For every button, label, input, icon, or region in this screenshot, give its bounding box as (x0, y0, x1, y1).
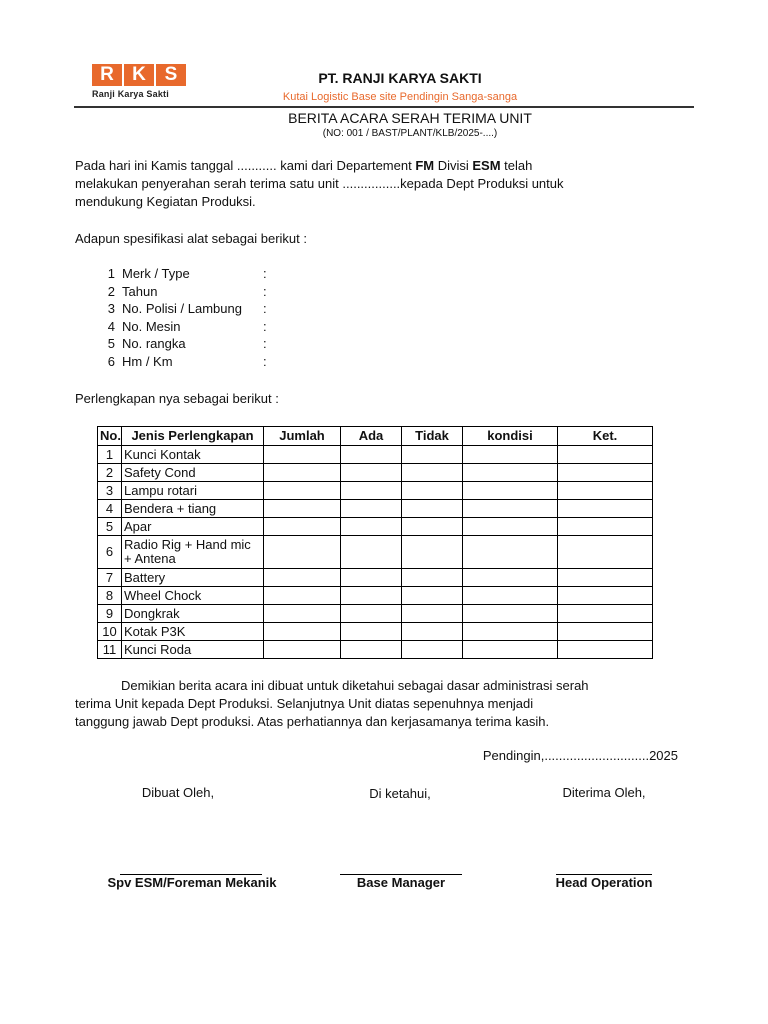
row-blank-cell[interactable] (264, 569, 341, 587)
row-item: Safety Cond (122, 464, 264, 482)
table-header-cell: Jenis Perlengkapan (122, 427, 264, 446)
table-header-row (98, 427, 653, 446)
row-blank-cell[interactable] (558, 605, 653, 623)
row-item: Kunci Roda (122, 641, 264, 659)
table-row (98, 500, 653, 518)
row-blank-cell[interactable] (463, 500, 558, 518)
document-title: BERITA ACARA SERAH TERIMA UNIT (288, 110, 532, 126)
intro-dept: FM (415, 158, 435, 173)
spec-list (95, 265, 267, 371)
row-blank-cell[interactable] (402, 464, 463, 482)
row-number: 1 (98, 446, 122, 464)
row-blank-cell[interactable] (264, 587, 341, 605)
spec-row (95, 265, 267, 283)
spec-row (95, 318, 267, 336)
spec-separator: : (263, 353, 267, 369)
spec-number: 5 (107, 336, 115, 352)
row-number: 2 (98, 464, 122, 482)
row-item: Dongkrak (122, 605, 264, 623)
row-blank-cell[interactable] (463, 536, 558, 569)
spec-number: 2 (107, 283, 115, 299)
spec-number: 1 (107, 266, 115, 281)
company-name: PT. RANJI KARYA SAKTI (318, 70, 482, 86)
row-blank-cell[interactable] (264, 641, 341, 659)
logo-letter: S (156, 64, 186, 86)
row-blank-cell[interactable] (463, 641, 558, 659)
row-item: Kotak P3K (122, 623, 264, 641)
table-header-cell: Ket. (558, 427, 653, 446)
row-blank-cell[interactable] (558, 536, 653, 569)
closing-line-2: terima Unit kepada Dept Produksi. Selanjutnya Unit diatas sepenuhnya menjadi (75, 695, 534, 711)
row-item: Wheel Chock (122, 587, 264, 605)
row-blank-cell[interactable] (402, 587, 463, 605)
row-number: 7 (98, 569, 122, 587)
row-item: Radio Rig + Hand mic + Antena (122, 536, 264, 569)
intro-division: ESM (472, 158, 501, 173)
intro-line-3: mendukung Kegiatan Produksi. (75, 194, 256, 209)
row-blank-cell[interactable] (264, 623, 341, 641)
row-item: Battery (122, 569, 264, 587)
row-blank-cell[interactable] (402, 482, 463, 500)
row-blank-cell[interactable] (341, 605, 402, 623)
spec-number: 4 (107, 318, 115, 334)
row-number: 9 (98, 605, 122, 623)
row-blank-cell[interactable] (402, 569, 463, 587)
table-header-cell: Tidak (402, 427, 463, 446)
row-blank-cell[interactable] (341, 623, 402, 641)
spec-row (95, 300, 267, 318)
row-item: Kunci Kontak (122, 446, 264, 464)
row-blank-cell[interactable] (264, 446, 341, 464)
row-blank-cell[interactable] (341, 500, 402, 518)
site-name: Kutai Logistic Base site Pendingin Sanga-sanga (282, 91, 518, 103)
row-blank-cell[interactable] (463, 446, 558, 464)
spec-number: 3 (107, 301, 115, 317)
row-blank-cell[interactable] (558, 587, 653, 605)
row-blank-cell[interactable] (341, 464, 402, 482)
logo-mark (92, 64, 190, 86)
row-number: 4 (98, 500, 122, 518)
table-header-cell: Ada (341, 427, 402, 446)
row-blank-cell[interactable] (402, 536, 463, 569)
row-item: Bendera + tiang (122, 500, 264, 518)
row-blank-cell[interactable] (558, 641, 653, 659)
spec-separator: : (263, 318, 267, 334)
logo-letter: R (92, 64, 122, 86)
row-blank-cell[interactable] (341, 641, 402, 659)
table-row (98, 569, 653, 587)
spec-number: 6 (107, 353, 115, 369)
closing-paragraph (75, 677, 635, 730)
row-number: 8 (98, 587, 122, 605)
table-row (98, 587, 653, 605)
signature-name-maker: Spv ESM/Foreman Mekanik (107, 875, 277, 890)
header-divider (74, 106, 694, 108)
table-row (98, 641, 653, 659)
row-blank-cell[interactable] (558, 623, 653, 641)
table-row (98, 464, 653, 482)
row-blank-cell[interactable] (264, 464, 341, 482)
row-blank-cell[interactable] (264, 536, 341, 569)
row-blank-cell[interactable] (402, 623, 463, 641)
table-header-cell: kondisi (463, 427, 558, 446)
intro-text-2: Divisi (434, 158, 473, 173)
row-blank-cell[interactable] (264, 482, 341, 500)
row-blank-cell[interactable] (463, 569, 558, 587)
spec-row (95, 335, 267, 353)
spec-row (95, 283, 267, 301)
row-blank-cell[interactable] (341, 569, 402, 587)
signature-name-acknowledger: Base Manager (356, 875, 446, 890)
row-blank-cell[interactable] (341, 518, 402, 536)
row-number: 5 (98, 518, 122, 536)
row-blank-cell[interactable] (402, 518, 463, 536)
table-row (98, 482, 653, 500)
signature-role-acknowledger: Di ketahui, (369, 786, 431, 801)
table-row (98, 518, 653, 536)
intro-line-1 (75, 157, 635, 175)
table-header-cell: Jumlah (264, 427, 341, 446)
row-blank-cell[interactable] (341, 482, 402, 500)
row-blank-cell[interactable] (463, 464, 558, 482)
row-blank-cell[interactable] (402, 641, 463, 659)
row-blank-cell[interactable] (402, 500, 463, 518)
logo-subtitle: Ranji Karya Sakti (92, 89, 169, 99)
spec-label: Merk / Type (122, 266, 190, 281)
closing-line-1: Demikian berita acara ini dibuat untuk diketahui sebagai dasar administrasi serah (121, 678, 589, 693)
intro-text-1: Pada hari ini Kamis tanggal ........... kami dari Departement (75, 158, 416, 173)
spec-label: No. rangka (122, 336, 186, 352)
intro-paragraph (75, 157, 635, 211)
spec-label: No. Mesin (122, 318, 181, 334)
signature-role-maker: Dibuat Oleh, (141, 785, 215, 800)
row-number: 11 (98, 641, 122, 659)
row-number: 10 (98, 623, 122, 641)
table-row (98, 605, 653, 623)
row-number: 6 (98, 536, 122, 569)
row-item: Apar (122, 518, 264, 536)
row-blank-cell[interactable] (558, 518, 653, 536)
row-blank-cell[interactable] (558, 482, 653, 500)
spec-separator: : (263, 266, 267, 281)
closing-line-3: tanggung jawab Dept produksi. Atas perhatiannya dan kerjasamanya terima kasih. (75, 713, 550, 729)
spec-separator: : (263, 301, 267, 317)
row-blank-cell[interactable] (341, 446, 402, 464)
spec-separator: : (263, 336, 267, 352)
table-header-cell: No. (98, 427, 122, 446)
row-number: 3 (98, 482, 122, 500)
row-blank-cell[interactable] (463, 482, 558, 500)
row-blank-cell[interactable] (558, 446, 653, 464)
row-blank-cell[interactable] (463, 587, 558, 605)
equipment-intro: Perlengkapan nya sebagai berikut : (75, 391, 279, 406)
row-blank-cell[interactable] (558, 569, 653, 587)
document-number: (NO: 001 / BAST/PLANT/KLB/2025-....) (322, 128, 498, 139)
row-blank-cell[interactable] (463, 518, 558, 536)
signature-role-receiver: Diterima Oleh, (562, 785, 646, 800)
table-row (98, 536, 653, 569)
logo-letter: K (124, 64, 154, 86)
row-blank-cell[interactable] (341, 536, 402, 569)
place-date: Pendingin,.............................2025 (482, 748, 678, 763)
company-logo (92, 64, 190, 104)
spec-row (95, 353, 267, 371)
spec-label: Tahun (122, 283, 158, 299)
spec-label: No. Polisi / Lambung (122, 301, 242, 317)
row-item: Lampu rotari (122, 482, 264, 500)
signature-name-receiver: Head Operation (555, 875, 653, 890)
spec-label: Hm / Km (122, 353, 173, 369)
row-blank-cell[interactable] (264, 500, 341, 518)
intro-line-2: melakukan penyerahan serah terima satu unit ................kepada Dept Produksi untuk (75, 176, 564, 191)
row-blank-cell[interactable] (558, 500, 653, 518)
row-blank-cell[interactable] (558, 464, 653, 482)
row-blank-cell[interactable] (463, 605, 558, 623)
table-row (98, 446, 653, 464)
row-blank-cell[interactable] (402, 446, 463, 464)
row-blank-cell[interactable] (264, 605, 341, 623)
table-row (98, 623, 653, 641)
spec-intro: Adapun spesifikasi alat sebagai berikut : (75, 231, 307, 246)
spec-separator: : (263, 283, 267, 299)
row-blank-cell[interactable] (402, 605, 463, 623)
row-blank-cell[interactable] (341, 587, 402, 605)
row-blank-cell[interactable] (463, 623, 558, 641)
intro-text-3: telah (500, 158, 533, 173)
row-blank-cell[interactable] (264, 518, 341, 536)
equipment-table (97, 426, 653, 659)
